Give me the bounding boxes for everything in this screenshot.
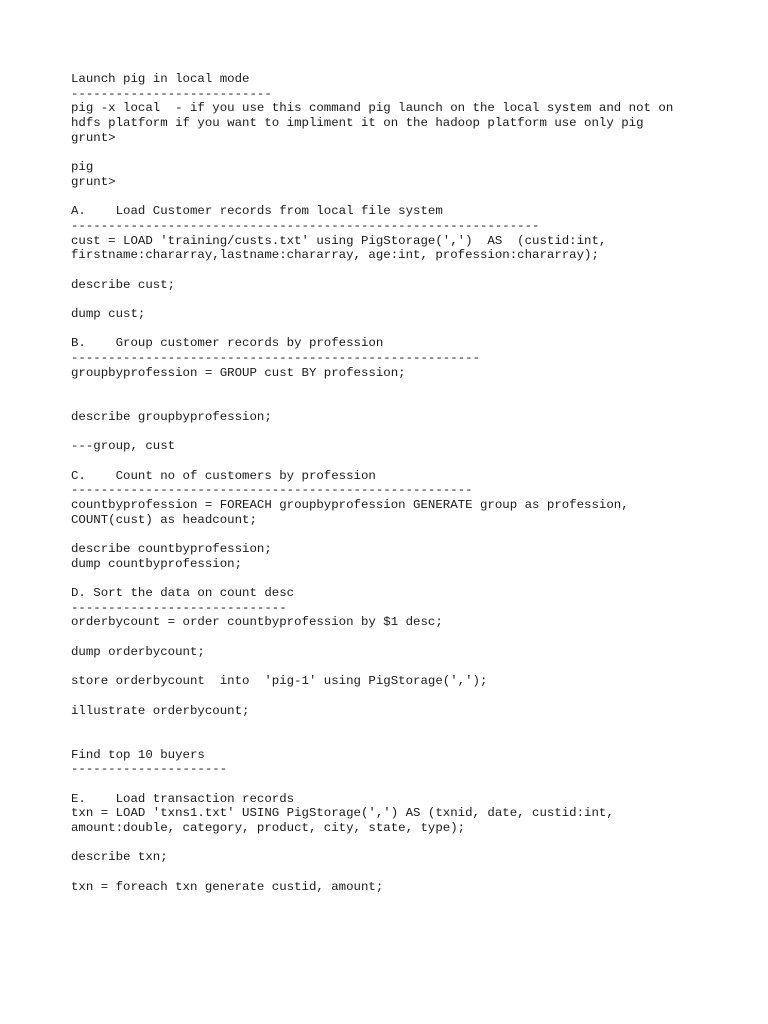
blank-line — [71, 395, 711, 410]
section-heading: B. Group customer records by profession — [71, 336, 384, 351]
blank-line — [71, 380, 711, 395]
blank-line — [71, 145, 711, 160]
code-line: COUNT(cust) as headcount; — [71, 512, 257, 527]
heading-underline: ------------------------------------------------------- — [71, 351, 480, 366]
section-heading: E. Load transaction records — [71, 791, 295, 806]
code-line: describe txn; — [71, 850, 168, 865]
code-line: describe cust; — [71, 277, 176, 292]
blank-line — [71, 733, 711, 748]
section-heading: Launch pig in local mode — [71, 72, 250, 86]
code-line: store orderbycount into 'pig-1' using PigStorage(','); — [71, 674, 488, 689]
code-line: describe countbyprofession; — [71, 542, 272, 556]
blank-line — [71, 630, 711, 645]
code-line: countbyprofession = FOREACH groupbyprofession GENERATE group as profession, — [71, 497, 629, 512]
code-line: ---group, cust — [71, 439, 176, 454]
code-line: describe groupbyprofession; — [71, 409, 272, 424]
blank-line — [71, 777, 711, 792]
blank-line — [71, 292, 711, 307]
heading-underline: --------------------------- — [71, 86, 272, 101]
code-line: txn = LOAD 'txns1.txt' USING PigStorage(',') AS (txnid, date, custid:int, — [71, 806, 614, 821]
blank-line — [71, 527, 711, 542]
code-line: illustrate orderbycount; — [71, 703, 250, 718]
heading-underline: --------------------- — [71, 762, 228, 777]
code-line: orderbycount = order countbyprofession by $1 desc; — [71, 615, 443, 630]
prompt-line: grunt> — [71, 174, 116, 189]
heading-underline: ------------------------------------------------------ — [71, 483, 473, 498]
code-line: pig -x local - if you use this command pig launch on the local system and not on — [71, 101, 674, 116]
blank-line — [71, 263, 711, 278]
section-heading: C. Count no of customers by profession — [71, 468, 376, 483]
blank-line — [71, 865, 711, 880]
code-line: dump countbyprofession; — [71, 556, 243, 571]
blank-line — [71, 660, 711, 675]
blank-line — [71, 836, 711, 851]
section-heading: A. Load Customer records from local file system — [71, 204, 443, 219]
blank-line — [71, 454, 711, 469]
code-line: firstname:chararray,lastname:chararray, age:int, profession:chararray); — [71, 248, 599, 263]
blank-line — [71, 718, 711, 733]
code-line: groupbyprofession = GROUP cust BY profession; — [71, 365, 406, 380]
prompt-line: grunt> — [71, 130, 116, 145]
heading-underline: ----------------------------- — [71, 600, 287, 615]
document-text — [71, 72, 711, 895]
section-heading: D. Sort the data on count desc — [71, 586, 295, 601]
section-heading: Find top 10 buyers — [71, 747, 205, 762]
code-line: txn = foreach txn generate custid, amount; — [71, 879, 384, 894]
blank-line — [71, 425, 711, 440]
blank-line — [71, 322, 711, 337]
blank-line — [71, 689, 711, 704]
blank-line — [71, 571, 711, 586]
code-line: amount:double, category, product, city, state, type); — [71, 821, 466, 836]
code-line: hdfs platform if you want to impliment it on the hadoop platform use only pig — [71, 116, 644, 131]
code-line: pig — [71, 160, 94, 175]
blank-line — [71, 190, 711, 205]
heading-underline: --------------------------------------------------------------- — [71, 218, 540, 233]
code-line: dump orderbycount; — [71, 644, 205, 659]
code-line: dump cust; — [71, 307, 146, 321]
code-line: cust = LOAD 'training/custs.txt' using PigStorage(',') AS (custid:int, — [71, 233, 607, 248]
